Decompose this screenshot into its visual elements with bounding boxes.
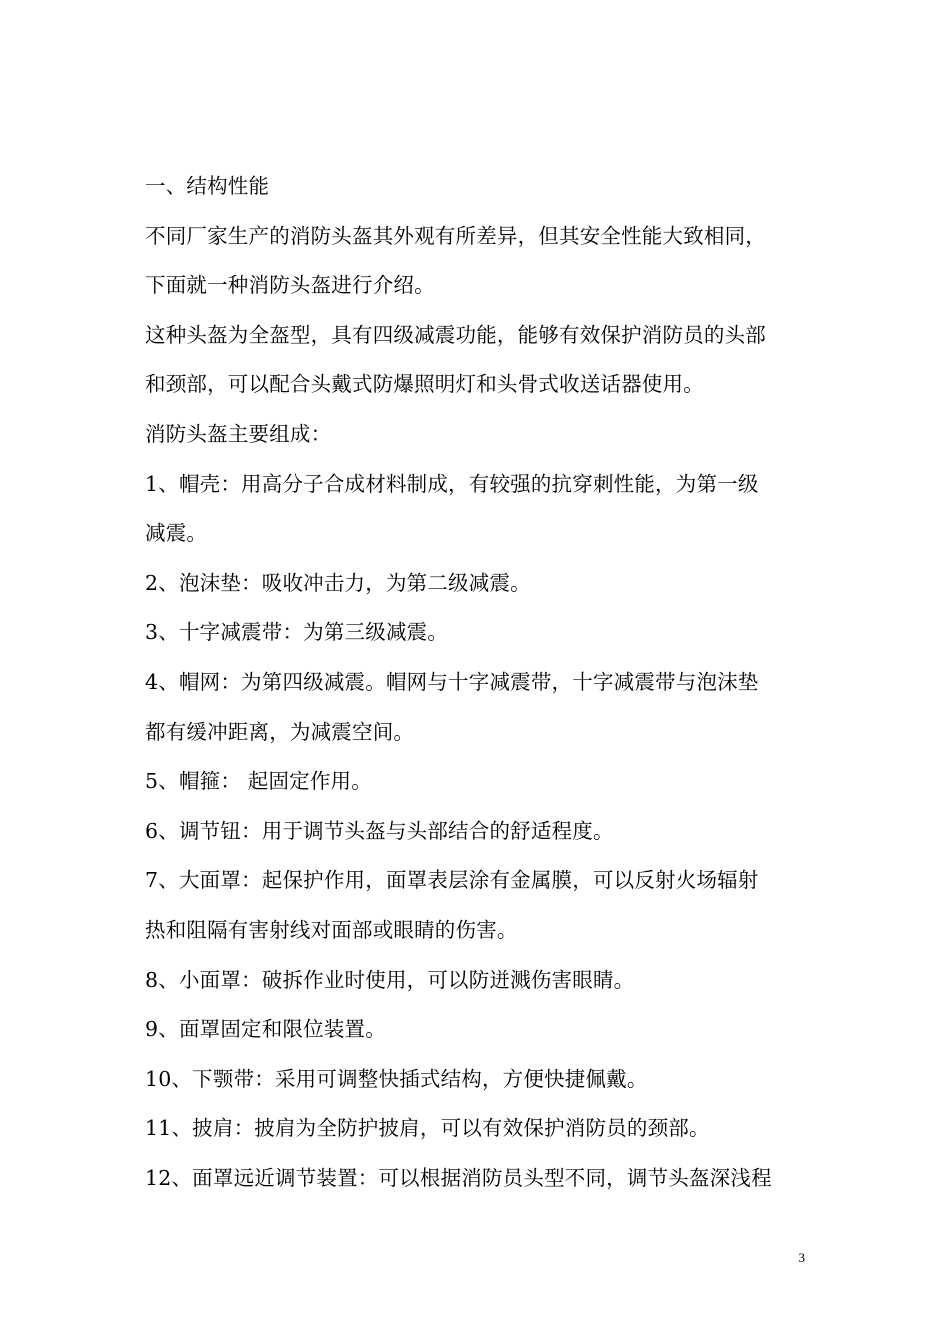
paragraph-line: 下面就一种消防头盔进行介绍。 (145, 273, 435, 298)
list-item-continuation: 减震。 (145, 521, 208, 546)
list-item: 11、披肩：披肩为全防护披肩，可以有效保护消防员的颈部。 (145, 1116, 710, 1141)
list-item: 12、面罩远近调节装置：可以根据消防员头型不同，调节头盔深浅程 (145, 1165, 772, 1190)
list-item: 4、帽网：为第四级减震。帽网与十字减震带，十字减震带与泡沫垫 (145, 669, 759, 694)
list-item: 9、面罩固定和限位装置。 (145, 1017, 386, 1042)
paragraph-line: 消防头盔主要组成： (145, 421, 332, 446)
list-item: 2、泡沫垫：吸收冲击力，为第二级减震。 (145, 570, 531, 595)
list-item-continuation: 都有缓冲距离，为减震空间。 (145, 719, 415, 744)
list-item: 1、帽壳：用高分子合成材料制成，有较强的抗穿刺性能，为第一级 (145, 471, 759, 496)
paragraph-line: 不同厂家生产的消防头盔其外观有所差异，但其安全性能大致相同， (145, 223, 766, 248)
list-item: 5、帽箍： 起固定作用。 (145, 769, 372, 794)
list-item: 6、调节钮：用于调节头盔与头部结合的舒适程度。 (145, 818, 614, 843)
list-item-continuation: 热和阻隔有害射线对面部或眼睛的伤害。 (145, 917, 518, 942)
paragraph-line: 这种头盔为全盔型，具有四级减震功能，能够有效保护消防员的头部 (145, 322, 766, 347)
list-item: 10、下颚带：采用可调整快插式结构，方便快捷佩戴。 (145, 1066, 648, 1091)
list-item: 8、小面罩：破拆作业时使用，可以防迸溅伤害眼睛。 (145, 967, 635, 992)
page-number: 3 (798, 1250, 805, 1265)
list-item: 7、大面罩：起保护作用，面罩表层涂有金属膜，可以反射火场辐射 (145, 868, 759, 893)
document-body (145, 170, 815, 1211)
section-heading: 一、结构性能 (145, 174, 270, 198)
paragraph-line: 和颈部，可以配合头戴式防爆照明灯和头骨式收送话器使用。 (145, 372, 704, 397)
list-item: 3、十字减震带：为第三级减震。 (145, 620, 449, 645)
